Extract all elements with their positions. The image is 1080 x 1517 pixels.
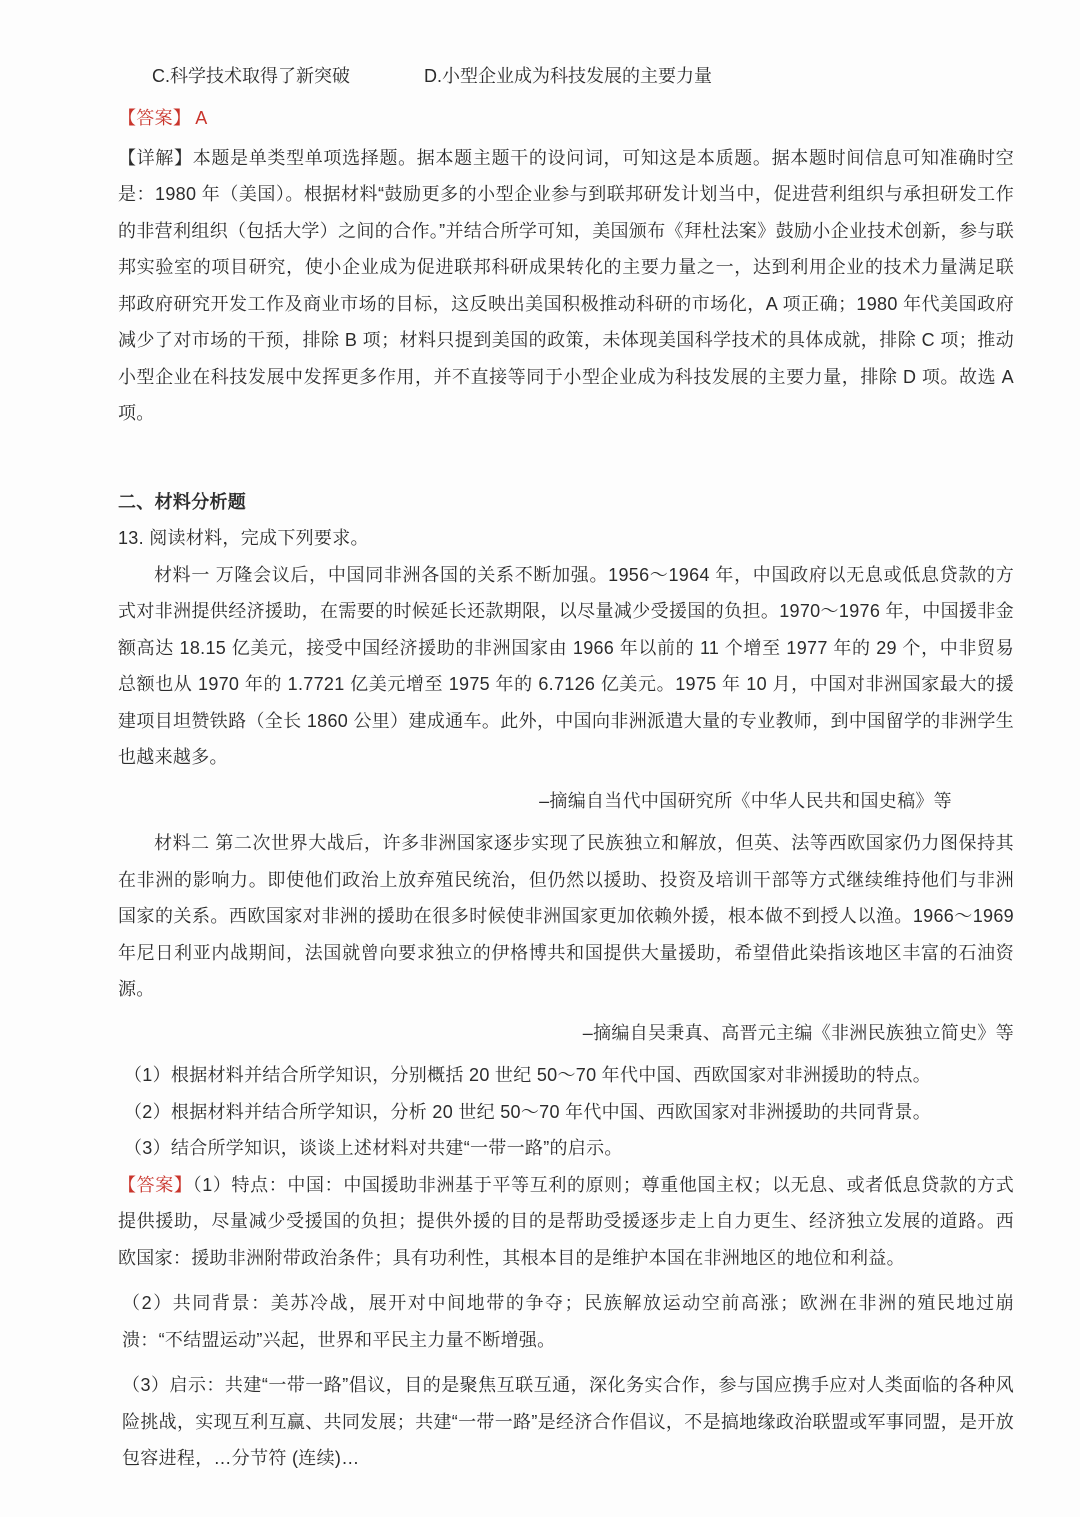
section-heading: 二、材料分析题 bbox=[118, 491, 247, 512]
question-options-row bbox=[118, 58, 1014, 94]
q12-answer-line bbox=[118, 100, 1014, 137]
question-13-item-3: （3）结合所学知识，谈谈上述材料对共建“一带一路”的启示。 bbox=[124, 1138, 623, 1158]
answer-label: 【答案】 bbox=[118, 108, 192, 128]
q13-answer-1-text: （1）特点：中国：中国援助非洲基于平等互利的原则；尊重他国主权；以无息、或者低息贷款的方式提供援助，尽量减少受援国的负担；提供外援的目的是帮助受援逐步走上自力更生、经济独立发展的道路。西欧国家：援助非洲附带政治条件；具有功利性，其根本目的是维护本国在非洲地区的地位和利益。 bbox=[118, 1174, 1014, 1268]
material-1-paragraph: 材料一 万隆会议后，中国同非洲各国的关系不断加强。1956～1964 年，中国政府以无息或低息贷款的方式对非洲提供经济援助，在需要的时候延长还款期限，以尽量减少受援国的负担。1970～1976 年，中国援非金额高达 18.15 亿美元，接受中国经济援助的非洲国家由 1966 年以前的 11 个增至 1977 年的 29 个，中非贸易总额也从 1970 年的 1.7721 亿美元增至 1975 年的 6.7126 亿美元。1975 年 10 月，中国对非洲国家最大的援建项目坦赞铁路（全长 1860 公里）建成通车。此外，中国向非洲派遣大量的专业教师，到中国留学的非洲学生也越来越多。 bbox=[118, 564, 1014, 767]
q12-explanation-paragraph bbox=[118, 140, 1014, 432]
detail-text: 本题是单类型单项选择题。据本题主题干的设问词，可知这是本质题。据本题时间信息可知准确时空是：1980 年（美国）。根据材料“鼓励更多的小型企业参与到联邦研发计划当中，促进营利组织与承担研发工作的非营利组织（包括大学）之间的合作。”并结合所学可知，美国颁布《拜杜法案》鼓励小企业技术创新，参与联邦实验室的项目研究，使小企业成为促进联邦科研成果转化的主要力量之一，达到利用企业的技术力量满足联邦政府研究开发工作及商业市场的目标，这反映出美国积极推动科研的市场化，A 项正确；1980 年代美国政府减少了对市场的干预，排除 B 项；材料只提到美国的政策，未体现美国科学技术的具体成就，排除 C 项；推动小型企业在科技发展中发挥更多作用，并不直接等同于小型企业成为科技发展的主要力量，排除 D 项。故选 A 项。 bbox=[118, 147, 1014, 423]
q13-answer-paragraph-1 bbox=[118, 1167, 1014, 1277]
material-2-paragraph: 材料二 第二次世界大战后，许多非洲国家逐步实现了民族独立和解放，但英、法等西欧国家仍力图保持其在非洲的影响力。即使他们政治上放弃殖民统治，但仍然以援助、投资及培训干部等方式继续维持他们与非洲国家的关系。西欧国家对非洲的援助在很多时候使非洲国家更加依赖外援，根本做不到授人以渔。1966～1969 年尼日利亚内战期间，法国就曾向要求独立的伊格博共和国提供大量援助，希望借此染指该地区丰富的石油资源。 bbox=[118, 833, 1014, 999]
answer-value: A bbox=[195, 108, 208, 128]
q13-answer-paragraph-2: （2）共同背景：美苏冷战，展开对中间地带的争夺；民族解放运动空前高涨；欧洲在非洲的殖民地过崩溃：“不结盟运动”兴起，世界和平民主力量不断增强。 bbox=[122, 1293, 1014, 1350]
q13-answer-paragraph-3: （3）启示：共建“一带一路”倡议，目的是聚焦互联互通，深化务实合作，参与国应携手应对人类面临的各种风险挑战，实现互利互赢、共同发展；共建“一带一路”是经济合作倡议，不是搞地缘政治联盟或军事同盟，是开放包容进程，…分节符 (连续)… bbox=[122, 1375, 1014, 1468]
option-d: D.小型企业成为科技发展的主要力量 bbox=[424, 66, 712, 86]
material-1-source: –摘编自当代中国研究所《中华人民共和国史稿》等 bbox=[539, 790, 952, 811]
option-c: C.科学技术取得了新突破 bbox=[152, 66, 350, 86]
question-13-item-1: （1）根据材料并结合所学知识，分别概括 20 世纪 50～70 年代中国、西欧国家对非洲援助的特点。 bbox=[124, 1065, 932, 1085]
material-2-source: –摘编自吴秉真、高晋元主编《非洲民族独立简史》等 bbox=[582, 1022, 1014, 1043]
question-13-intro: 13. 阅读材料，完成下列要求。 bbox=[118, 528, 369, 548]
answer-label: 【答案】 bbox=[118, 1174, 193, 1195]
question-13-item-2: （2）根据材料并结合所学知识，分析 20 世纪 50～70 年代中国、西欧国家对非洲援助的共同背景。 bbox=[124, 1101, 932, 1122]
detail-label: 【详解】 bbox=[118, 147, 193, 168]
